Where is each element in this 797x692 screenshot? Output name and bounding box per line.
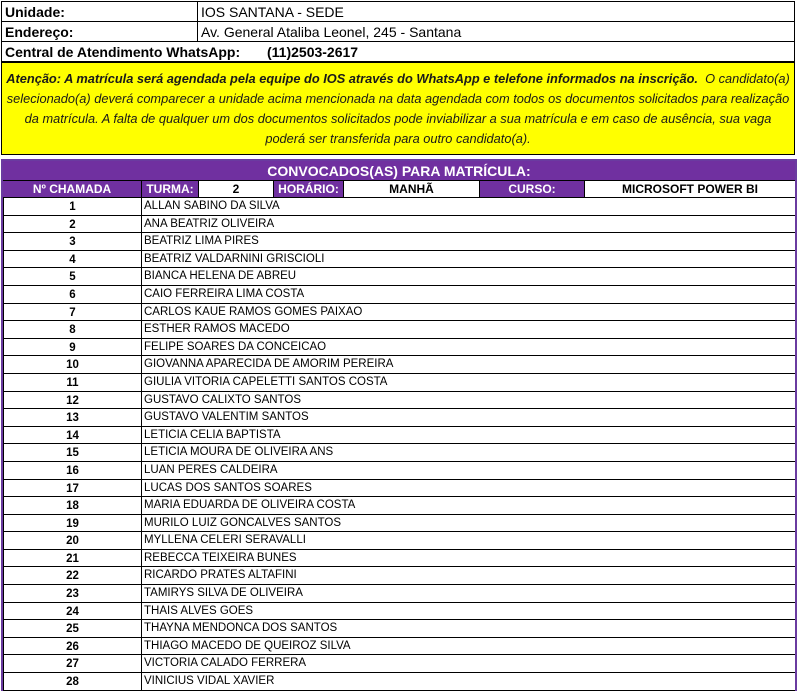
candidate-name: REBECCA TEIXEIRA BUNES [144,551,297,564]
chamada-header: Nº CHAMADA [3,181,142,197]
candidate-name: RICARDO PRATES ALTAFINI [144,569,297,582]
table-row [4,286,795,304]
notice-bold-text: Atenção: A matrícula será agendada pela equipe do IOS através do WhatsApp e telefone informados na inscrição. [6,71,698,86]
candidate-name: FELIPE SOARES DA CONCEICAO [144,340,327,353]
chamada-number: 26 [4,638,142,655]
chamada-number: 11 [4,374,142,391]
table-row [4,233,795,251]
candidate-name: GIULIA VITORIA CAPELETTI SANTOS COSTA [144,375,388,388]
curso-label: CURSO: [480,181,585,197]
table-row [4,550,795,568]
unidade-row [2,2,795,22]
candidate-name: ANA BEATRIZ OLIVEIRA [144,217,275,230]
list-title: CONVOCADOS(AS) PARA MATRÍCULA: [3,161,795,181]
table-row [4,620,795,638]
table-row [4,567,795,585]
endereco-label: Endereço: [2,22,198,42]
table-row [4,356,795,374]
candidate-name: LETICIA CELIA BAPTISTA [144,428,281,441]
chamada-number: 7 [4,304,142,321]
chamada-number: 8 [4,321,142,338]
candidate-name: BEATRIZ LIMA PIRES [144,235,259,248]
chamada-number: 9 [4,339,142,356]
whatsapp-label: Central de Atendimento WhatsApp: [5,43,241,60]
table-row [4,321,795,339]
chamada-number: 5 [4,268,142,285]
candidate-name: MURILO LUIZ GONCALVES SANTOS [144,516,342,529]
chamada-number: 24 [4,603,142,620]
candidate-name: BEATRIZ VALDARNINI GRISCIOLI [144,252,325,265]
chamada-number: 1 [4,198,142,215]
candidate-name: GUSTAVO CALIXTO SANTOS [144,393,301,406]
table-row [4,462,795,480]
chamada-number: 3 [4,233,142,250]
candidate-name: CARLOS KAUE RAMOS GOMES PAIXAO [144,305,363,318]
chamada-number: 28 [4,673,142,690]
table-row [4,638,795,656]
whatsapp-cell [2,42,795,62]
horario-label: HORÁRIO: [274,181,344,197]
table-row [4,532,795,550]
chamada-number: 14 [4,427,142,444]
table-row [4,444,795,462]
unit-info-table [1,1,795,62]
table-row [4,392,795,410]
candidate-name: VINICIUS VIDAL XAVIER [144,675,275,688]
table-row [4,304,795,322]
candidate-name: LUAN PERES CALDEIRA [144,463,278,476]
candidate-name: VICTORIA CALADO FERRERA [144,657,307,670]
table-row [4,603,795,621]
chamada-number: 16 [4,462,142,479]
candidate-name: TAMIRYS SILVA DE OLIVEIRA [144,587,303,600]
table-row [4,585,795,603]
chamada-number: 19 [4,515,142,532]
candidate-name: MYLLENA CELERI SERAVALLI [144,534,306,547]
attention-notice [1,62,795,155]
table-row [4,480,795,498]
chamada-number: 2 [4,216,142,233]
table-row [4,339,795,357]
whatsapp-row [2,42,795,62]
unidade-label: Unidade: [2,2,198,22]
candidate-name: GUSTAVO VALENTIM SANTOS [144,411,309,424]
table-row [4,427,795,445]
horario-value: MANHÃ [344,181,480,197]
list-rows [3,198,795,691]
turma-label: TURMA: [142,181,199,197]
table-row [4,497,795,515]
table-row [4,216,795,234]
table-row [4,409,795,427]
table-row [4,251,795,269]
curso-value: MICROSOFT POWER BI [585,181,795,197]
table-row [4,374,795,392]
chamada-number: 25 [4,620,142,637]
chamada-number: 21 [4,550,142,567]
table-row [4,268,795,286]
chamada-number: 17 [4,480,142,497]
candidate-name: CAIO FERREIRA LIMA COSTA [144,287,305,300]
table-row [4,198,795,216]
chamada-number: 23 [4,585,142,602]
whatsapp-number: (11)2503-2617 [267,43,359,60]
chamada-number: 10 [4,356,142,373]
candidate-name: THAYNA MENDONCA DOS SANTOS [144,622,338,635]
chamada-number: 22 [4,567,142,584]
endereco-value: Av. General Ataliba Leonel, 245 - Santana [198,22,795,42]
chamada-number: 18 [4,497,142,514]
chamada-number: 6 [4,286,142,303]
chamada-number: 20 [4,532,142,549]
candidate-name: LETICIA MOURA DE OLIVEIRA ANS [144,446,334,459]
candidate-name: ALLAN SABINO DA SILVA [144,200,280,212]
chamada-number: 27 [4,655,142,672]
candidate-name: THIAGO MACEDO DE QUEIROZ SILVA [144,639,351,652]
candidate-name: THAIS ALVES GOES [144,604,254,617]
turma-value: 2 [199,181,274,197]
candidate-name: LUCAS DOS SANTOS SOARES [144,481,312,494]
table-row [4,673,795,691]
chamada-number: 4 [4,251,142,268]
unidade-value: IOS SANTANA - SEDE [198,2,795,22]
endereco-row [2,22,795,42]
chamada-number: 15 [4,444,142,461]
chamada-number: 13 [4,409,142,426]
candidate-name: ESTHER RAMOS MACEDO [144,323,290,336]
convocados-list [1,159,797,691]
chamada-number: 12 [4,392,142,409]
list-header [3,181,795,198]
candidate-name: GIOVANNA APARECIDA DE AMORIM PEREIRA [144,358,394,371]
candidate-name: MARIA EDUARDA DE OLIVEIRA COSTA [144,499,356,512]
notice-body-text: O candidato(a) selecionado(a) deverá comparecer a unidade acima mencionada na data agendada com todos os documentos solicitados para realização da matrícula. A falta de qualquer um dos documentos solicitados pode inviabilizar a sua matrícula e em caso de ausência, sua vaga poderá ser transferida para outro candidato(a). [6,71,790,146]
table-row [4,515,795,533]
candidate-name: BIANCA HELENA DE ABREU [144,270,297,283]
table-row [4,655,795,673]
